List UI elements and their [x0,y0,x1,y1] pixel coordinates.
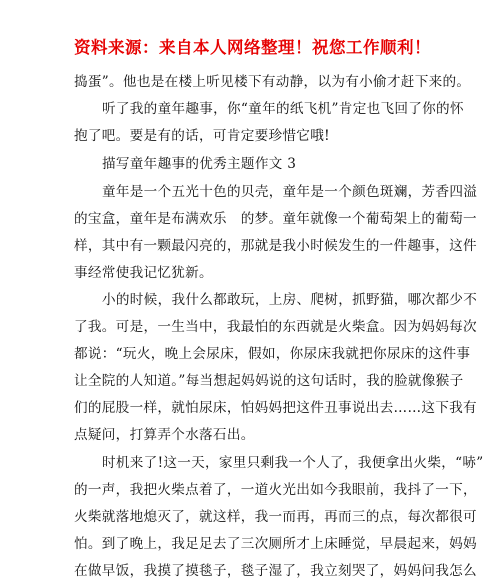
paragraph-line-5: 童年是一个五光十色的贝壳，童年是一个颜色斑斓，芳香四溢 [102,184,478,200]
paragraph-line-18: 怕。到了晚上，我足足去了三次厕所才上床睡觉，早晨起来，妈妈 [74,536,477,552]
text-line-1: 捣蛋”。他也是在楼上听见楼下有动静，以为有小偷才赶下来的。 [74,74,471,90]
paragraph-line-11: 都说：“玩火，晚上会尿床，假如，你尿床我就把你尿床的这件事 [74,346,471,362]
paragraph-line-12: 让全院的人知道。”每当想起妈妈说的这句话时，我的脸就像猴子 [74,373,464,389]
paragraph-line-2: 听了我的童年趣事，你“童年的纸飞机”肯定也飞回了你的怀 [102,101,464,117]
paragraph-line-10: 了我。可是，一生当中，我最怕的东西就是火柴盒。因为妈妈每次 [74,319,477,335]
paragraph-line-19: 在做早饭，我摸了摸毯子，毯子湿了，我立刻哭了，妈妈问我怎么 [74,563,477,579]
paragraph-line-6: 的宝盒，童年是布满欢乐 的梦。童年就像一个葡萄架上的葡萄一 [74,211,477,227]
paragraph-line-3: 抱了吧。要是有的话，可肯定要珍惜它哦! [74,128,330,144]
source-header: 资料来源：来自本人网络整理！祝您工作顺利！ [74,38,431,57]
section-title: 描写童年趣事的优秀主题作文 3 [102,156,297,172]
paragraph-line-14: 点疑问，打算弄个水落石出。 [74,427,255,443]
paragraph-line-7: 样，其中有一颗最闪亮的，那就是我小时候发生的一件趣事，这件 [74,238,477,254]
paragraph-line-15: 时机来了!这一天，家里只剩我一个人了，我便拿出火柴，“哧” [102,455,484,471]
paragraph-line-17: 火柴就落地熄灭了，就这样，我一而再，再而三的点，每次都很可 [74,509,477,525]
paragraph-line-8: 事经常使我记忆犹新。 [74,265,213,281]
paragraph-line-9: 小的时候，我什么都敢玩，上房、爬树，抓野猫，哪次都少不 [102,292,478,308]
paragraph-line-13: 们的屁股一样，就怕尿床，怕妈妈把这件丑事说出去……这下我有 [74,400,477,416]
paragraph-line-16: 的一声，我把火柴点着了，一道火光出如今我眼前，我抖了一下， [74,482,477,498]
